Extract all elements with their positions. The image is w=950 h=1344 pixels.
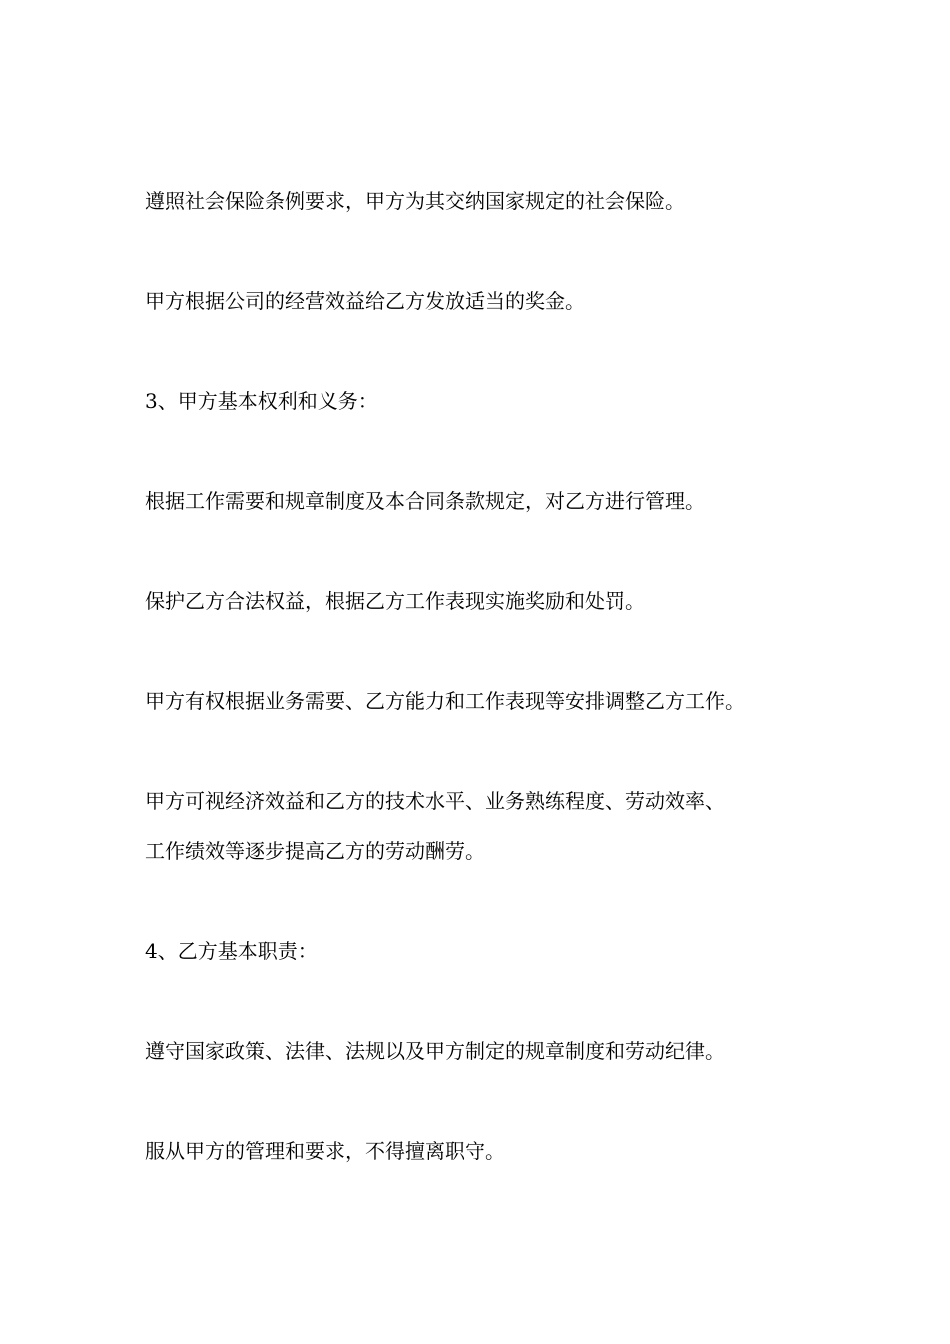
paragraph-adjust-work: 甲方有权根据业务需要、乙方能力和工作表现等安排调整乙方工作。 (145, 689, 745, 713)
section-heading-employer-rights: 3、甲方基本权利和义务： (145, 389, 378, 413)
paragraph-obey-laws: 遵守国家政策、法律、法规以及甲方制定的规章制度和劳动纪律。 (145, 1039, 725, 1063)
section-heading-employee-duties: 4、乙方基本职责： (145, 939, 318, 963)
paragraph-bonus: 甲方根据公司的经营效益给乙方发放适当的奖金。 (145, 289, 585, 313)
paragraph-raise-pay-line-2: 工作绩效等逐步提高乙方的劳动酬劳。 (145, 839, 485, 863)
paragraph-obey-management: 服从甲方的管理和要求，不得擅离职守。 (145, 1139, 505, 1163)
paragraph-protect-rights: 保护乙方合法权益，根据乙方工作表现实施奖励和处罚。 (145, 589, 645, 613)
paragraph-raise-pay-line-1: 甲方可视经济效益和乙方的技术水平、业务熟练程度、劳动效率、 (145, 789, 725, 813)
paragraph-social-insurance: 遵照社会保险条例要求，甲方为其交纳国家规定的社会保险。 (145, 189, 685, 213)
paragraph-management: 根据工作需要和规章制度及本合同条款规定，对乙方进行管理。 (145, 489, 705, 513)
